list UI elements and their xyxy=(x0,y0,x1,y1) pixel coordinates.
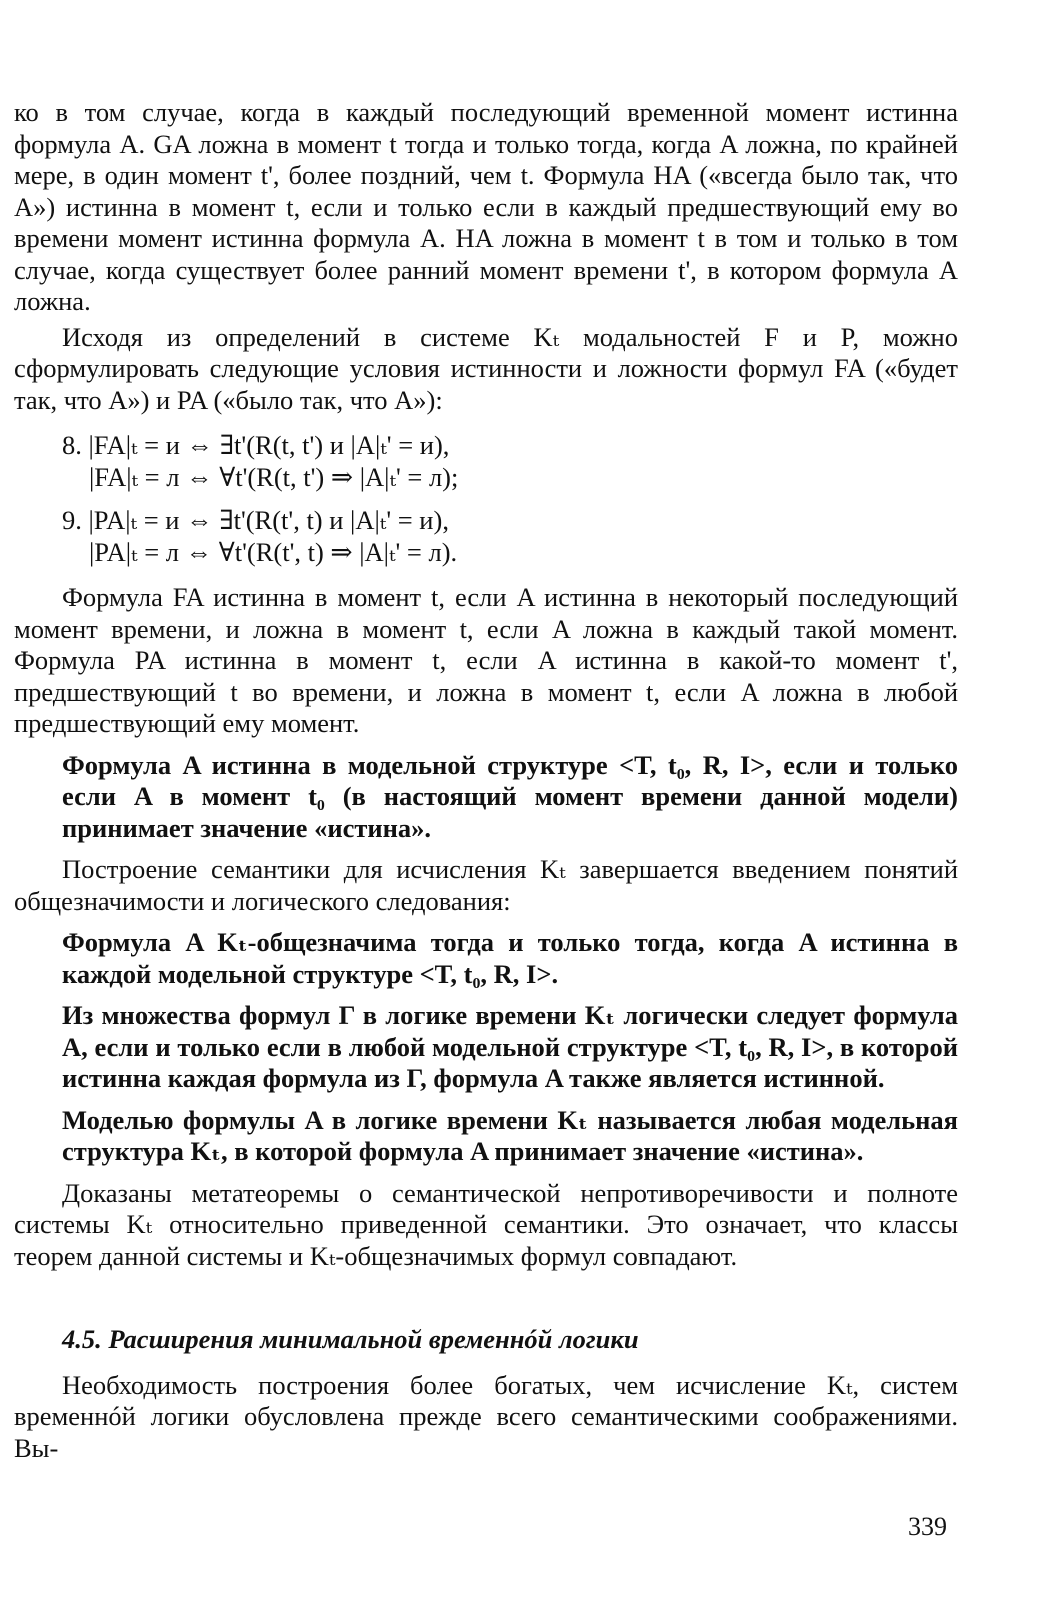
formula-block-f-p xyxy=(62,430,958,568)
definition-model: Моделью формулы A в логике времени Kₜ называется любая модельная структура Kₜ, в которой формула A принимает значение «истина». xyxy=(62,1104,958,1166)
paragraph-f-p-intro: Исходя из определений в системе Kₜ модальностей F и P, можно сформулировать следующие условия истинности и ложности формул FA («будет так, что A») и PA («было так, что A»): xyxy=(14,321,958,415)
formula-8-false: |FA|ₜ = л ⇔ ∀t'(R(t, t') ⇒ |A|ₜ' = л); xyxy=(89,461,459,492)
book-page xyxy=(14,97,958,1464)
formula-8-true: 8. |FA|ₜ = и ⇔ ∃t'(R(t, t') и |A|ₜ' = и), xyxy=(62,430,450,460)
definition-logical-consequence: Из множества формул Γ в логике времени Kₜ логически следует формула A, если и только если в любой модельной структуре <T, t₀, R, I>, в которой истинна каждая формула из Γ, формула A также является истинной. xyxy=(62,1000,958,1093)
formula-9-true: 9. |PA|ₜ = и ⇔ ∃t'(R(t', t) и |A|ₜ' = и), xyxy=(62,505,449,535)
paragraph-metatheorems: Доказаны метатеоремы о семантической непротиворечивости и полноте системы Kₜ относительно приведенной семантики. Это означает, что классы теорем данной системы и Kₜ-общезначимых формул совпадают. xyxy=(14,1177,958,1271)
section-heading: 4.5. Расширения минимальной временнóй логики xyxy=(62,1324,639,1354)
definition-truth-in-model: Формула A истинна в модельной структуре <T, t₀, R, I>, если и только если A в момент t₀ (в настоящий момент времени данной модели) принимает значение «истина». xyxy=(62,749,958,843)
paragraph-semantics-construction: Построение семантики для исчисления Kₜ завершается введением понятий общезначимости и логического следования: xyxy=(14,854,958,916)
paragraph-f-p-explanation: Формула FA истинна в момент t, если A истинна в некоторый последующий момент времени, и ложна в момент t, если A ложна в каждый такой момент. Формула PA истинна в момент t, если A истинна в какой-то момент t', предшествующий t во времени, и ложна в момент t, если A ложна в любой предшествующий ему момент. xyxy=(14,582,958,738)
definition-validity: Формула A Kₜ-общезначима тогда и только тогда, когда A истинна в каждой модельной структуре <T, t₀, R, I>. xyxy=(62,927,958,989)
paragraph-g-h-operators: ко в том случае, когда в каждый последующий временной момент истинна формула A. GA ложна в момент t тогда и только тогда, когда A ложна, по крайней мере, в один момент t', более поздний, чем t. Формула HA («всегда было так, что A») истинна в момент t, если и только если в каждый предшествующий ему во времени момент истинна формула A. HA ложна в момент t в том и только в том случае, когда существует более ранний момент времени t', в котором формула A ложна. xyxy=(14,97,958,316)
paragraph-extensions-intro: Необходимость построения более богатых, чем исчисление Kₜ, систем временнóй логики обусловлена прежде всего семантическими соображениями. Вы- xyxy=(14,1369,958,1463)
formula-9-false: |PA|ₜ = л ⇔ ∀t'(R(t', t) ⇒ |A|ₜ' = л). xyxy=(89,536,458,567)
page-number: 339 xyxy=(908,1512,947,1541)
